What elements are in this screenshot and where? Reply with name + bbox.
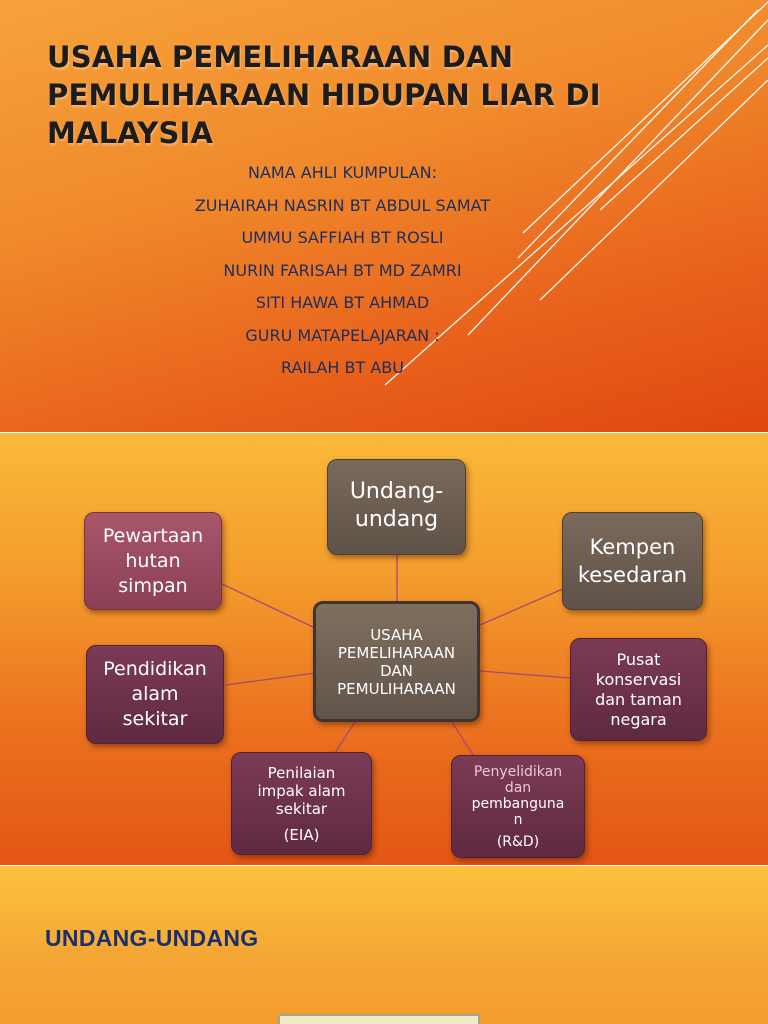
node-text: Pusat <box>616 649 661 669</box>
node-undang-undang <box>327 459 466 555</box>
title-line: MALAYSIA <box>47 116 214 150</box>
node-text: hutan <box>125 549 181 572</box>
mindmap-slide <box>0 433 768 865</box>
content-box-edge <box>278 1014 480 1024</box>
central-node <box>313 601 480 722</box>
title-slide <box>0 0 768 432</box>
connector-line <box>452 722 475 758</box>
section-slide <box>0 866 768 1024</box>
node-text: n <box>513 811 523 828</box>
node-text: alam <box>131 683 179 705</box>
node-text: dan taman <box>595 689 682 709</box>
member-name: UMMU SAFFIAH BT ROSLI <box>241 228 444 247</box>
node-text: Pewartaan <box>102 524 204 547</box>
node-text: (EIA) <box>283 825 320 844</box>
teacher-label: GURU MATAPELAJARAN : <box>245 325 440 345</box>
node-text: sekitar <box>275 799 328 818</box>
node-text: negara <box>610 709 667 729</box>
slide-title <box>47 38 607 152</box>
group-info <box>140 157 545 385</box>
member-name: SITI HAWA BT AHMAD <box>255 293 430 312</box>
central-node-text: DAN <box>380 661 413 680</box>
member-name: ZUHAIRAH NASRIN BT ABDUL SAMAT <box>194 195 491 215</box>
node-text: undang <box>354 507 439 532</box>
node-pusat-konservasi <box>570 638 707 741</box>
node-text: konservasi <box>595 669 682 689</box>
members-label: NAMA AHLI KUMPULAN: <box>248 163 437 182</box>
node-text: dan <box>504 779 532 796</box>
node-text: (R&D) <box>496 833 540 850</box>
node-text: sekitar <box>122 708 188 730</box>
node-text: pembanguna <box>471 795 565 812</box>
node-text: simpan <box>118 574 188 597</box>
teacher-name: RAILAH BT ABU <box>281 358 404 377</box>
title-line: PEMULIHARAAN HIDUPAN LIAR DI <box>47 78 601 112</box>
connector-line <box>335 722 355 753</box>
node-pendidikan-alam-sekitar <box>86 645 224 744</box>
node-penilaian-impak-alam-sekitar <box>231 752 372 855</box>
connector-line <box>480 671 570 678</box>
node-penyelidikan-dan-pembangunan <box>451 755 585 858</box>
node-text: impak alam <box>257 781 346 800</box>
central-node-text: PEMULIHARAAN <box>337 679 456 698</box>
member-name: NURIN FARISAH BT MD ZAMRI <box>223 260 462 280</box>
node-text: Undang- <box>349 479 444 504</box>
connector-line <box>220 583 315 628</box>
connector-line <box>226 673 315 685</box>
node-text: Penyelidikan <box>473 763 563 780</box>
section-heading: UNDANG-UNDANG <box>45 925 259 951</box>
connector-line <box>480 588 565 625</box>
node-text: Penilaian <box>267 763 336 782</box>
node-text: Pendidikan <box>103 658 207 680</box>
node-text: kesedaran <box>577 563 688 587</box>
node-kempen-kesedaran <box>562 512 703 610</box>
node-text: Kempen <box>589 535 676 559</box>
central-node-text: PEMELIHARAAN <box>337 643 456 662</box>
node-pewartaan-hutan-simpan <box>84 512 222 610</box>
central-node-text: USAHA <box>370 625 423 644</box>
title-line: USAHA PEMELIHARAAN DAN <box>47 40 514 74</box>
